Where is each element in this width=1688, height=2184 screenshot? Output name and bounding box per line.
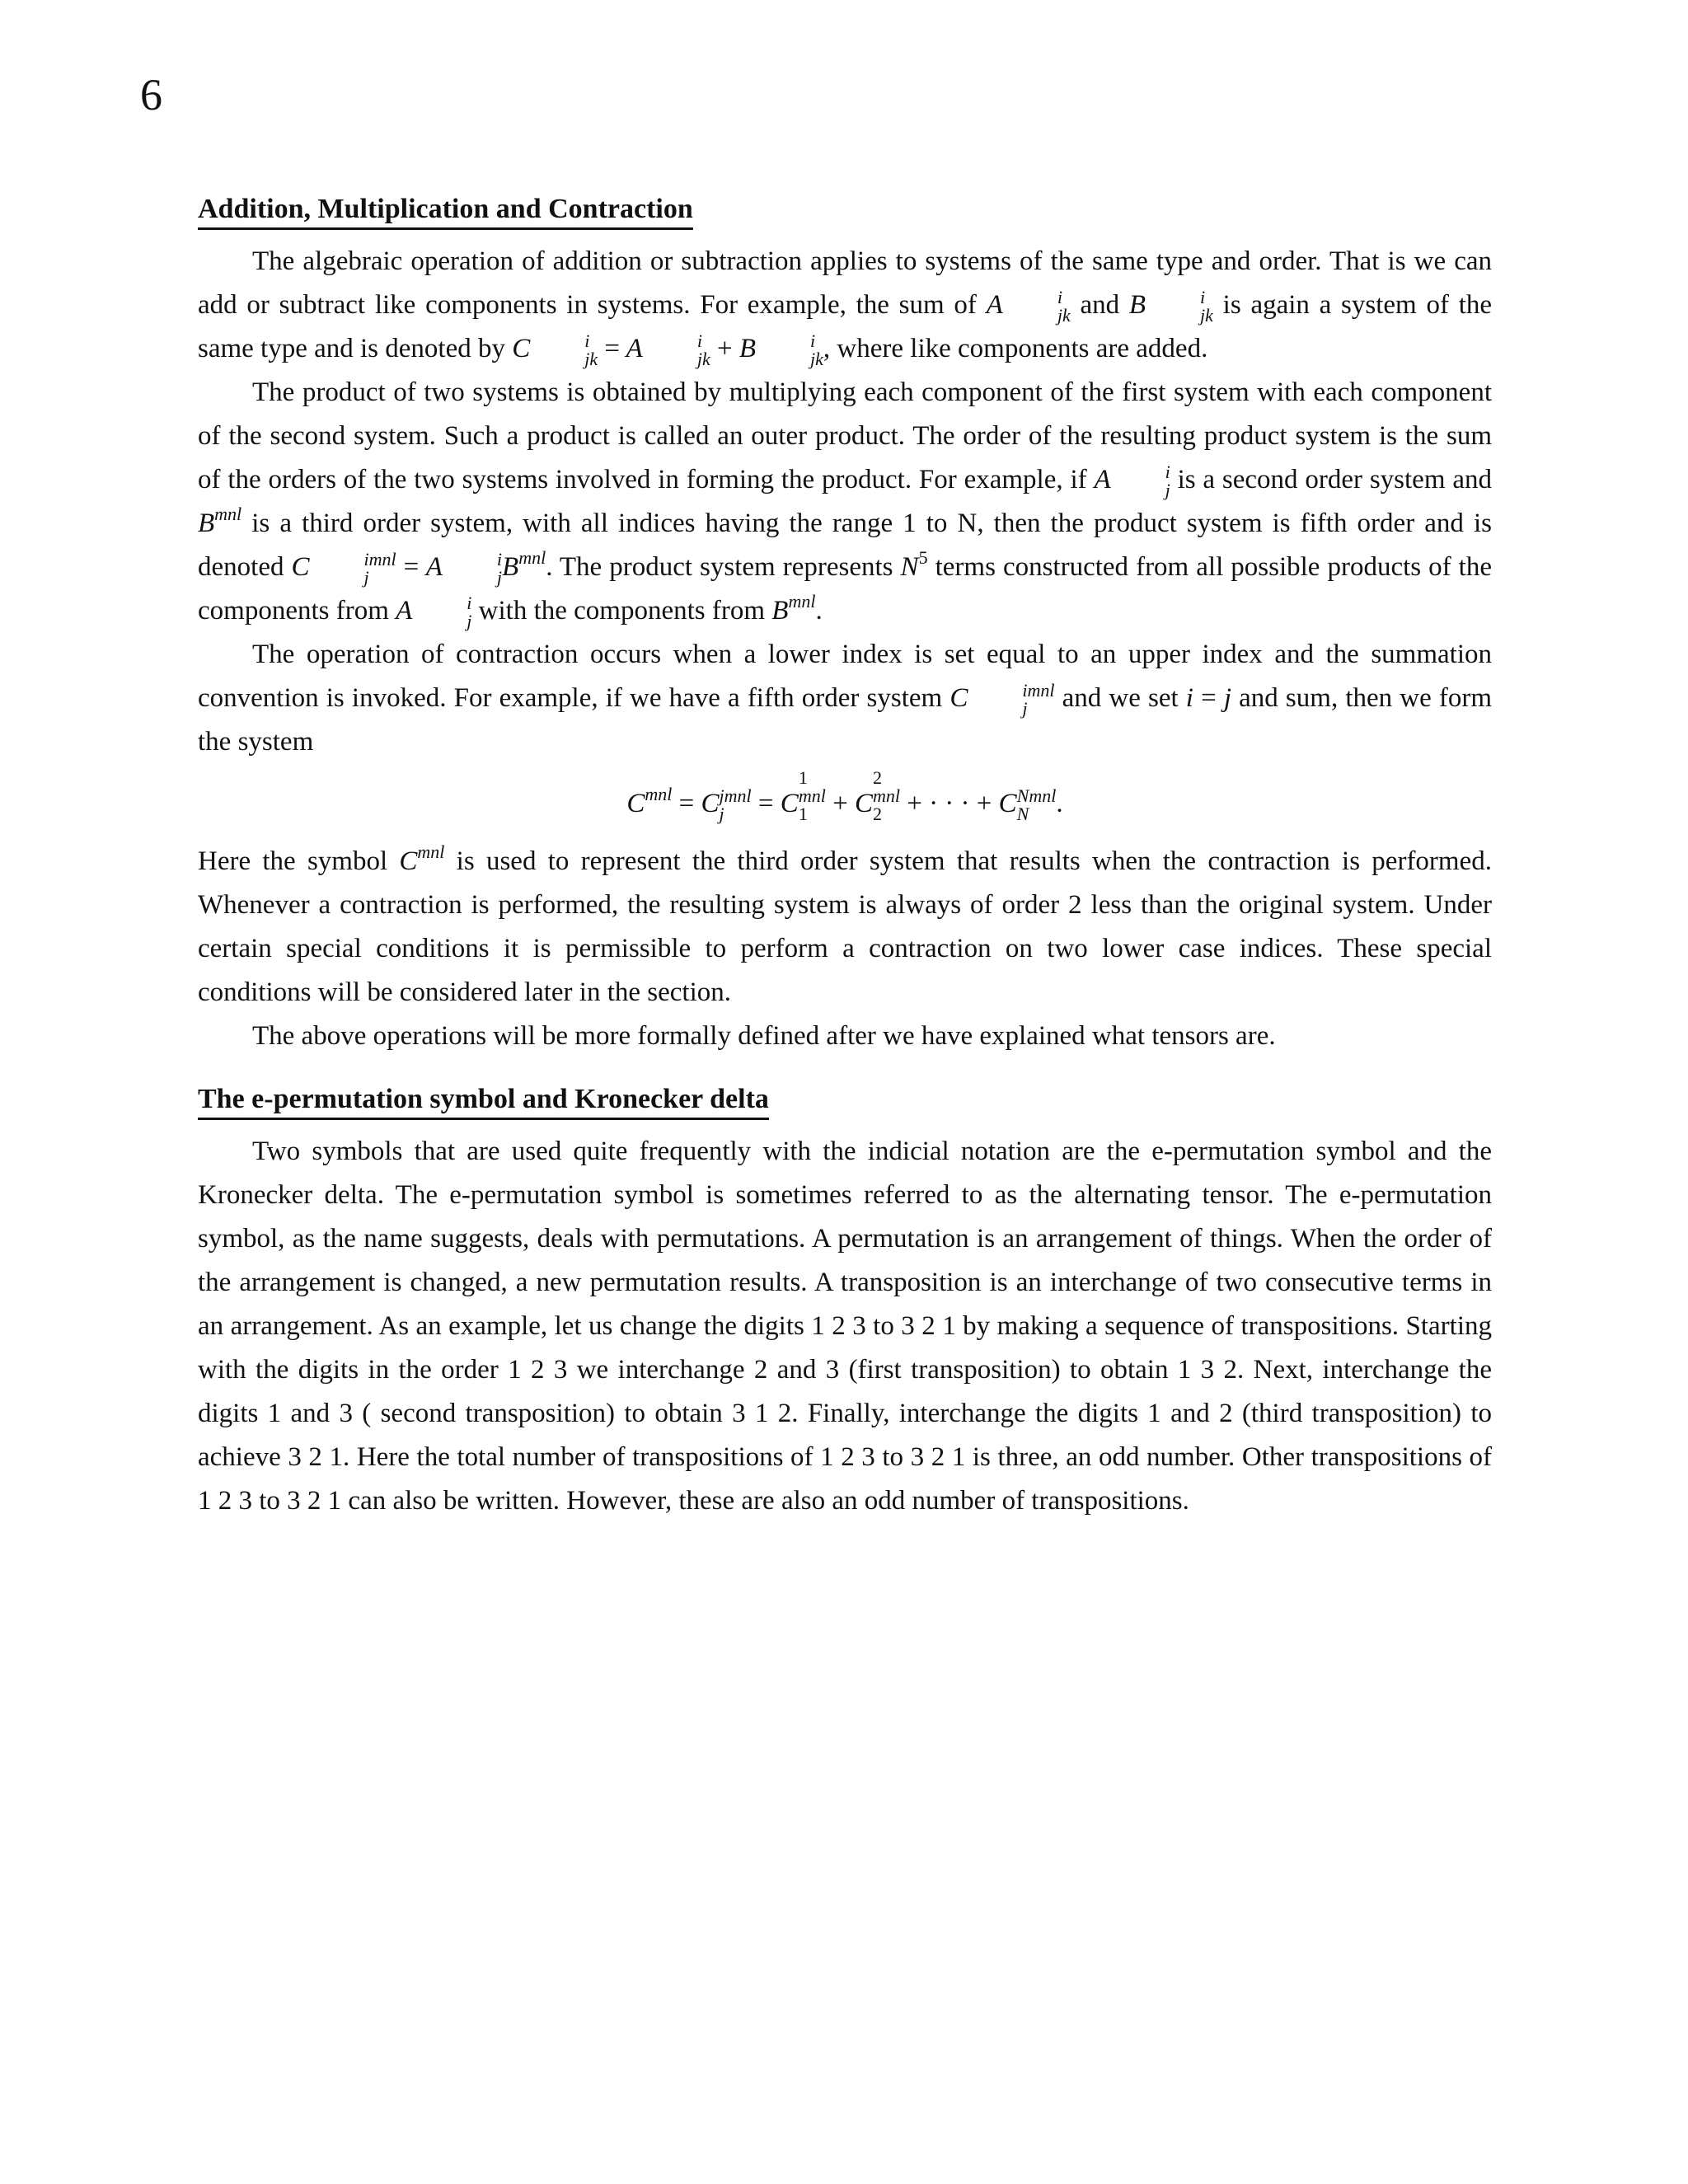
- math-C-imnl-j: C imnl j: [950, 680, 1055, 719]
- page-content: [198, 188, 1492, 1523]
- paragraph-permutation: Two symbols that are used quite frequently with the indicial notation are the e-permutation symbol and the Kronecker delta. The e-permutation symbol is sometimes referred to as the alternating tensor. The e-permutation symbol, as the name suggests, deals with permutations. A permutation is an arrangement of things. When the order of the arrangement is changed, a new permutation results. A transposition is an interchange of two consecutive terms in an arrangement. As an example, let us change the digits 1 2 3 to 3 2 1 by making a sequence of transpositions. Starting with the digits in the order 1 2 3 we interchange 2 and 3 (first transposition) to obtain 1 3 2. Next, interchange the digits 1 and 3 ( second transposition) to obtain 3 1 2. Finally, interchange the digits 1 and 2 (third transposition) to achieve 3 2 1. Here the total number of transpositions of 1 2 3 to 3 2 1 is three, an odd number. Other transpositions of 1 2 3 to 3 2 1 can also be written. However, these are also an odd number of transpositions.: [198, 1137, 1492, 1516]
- paragraph-outer-product: The product of two systems is obtained by multiplying each component of the first system with each component of the second system. Such a product is called an outer product. The order of the resulting product system is the sum of the orders of the two systems involved in forming the product. For example, if A i j is a second order system and $B^{mnl}$ is a third order system, with all indices having the range 1 to N, then the product system is fifth order and is denoted C imnl j = A i j $B^{mnl}$. The product system represents $N^5$ terms constructed from all possible products of the components from A i j with the components from $B^{mnl}$.: [198, 377, 1492, 631]
- math-A-i-j: A i j: [1094, 462, 1170, 500]
- math-product-equation: C imnl j = A i j $B^{mnl}$: [291, 547, 546, 588]
- section-heading-addition: Addition, Multiplication and Contraction: [198, 193, 693, 230]
- paragraph-contraction: The operation of contraction occurs when a lower index is set equal to an upper index and the summation convention is invoked. For example, if we have a fifth order system C imnl j and we set i = j and sum, then we form the system: [198, 640, 1493, 757]
- paragraph-formal-definition: The above operations will be more formally defined after we have explained what tensors are.: [252, 1021, 1276, 1051]
- math-B-i-jk: B i jk: [1128, 287, 1213, 326]
- math-A-i-j-2: A i j: [396, 593, 472, 631]
- display-equation-contraction: $C^{mnl} = C$ jmnl j = C 1 mnl 1 + C 2 mnl 2 + · · · + C Nmnl N .: [626, 767, 1063, 824]
- math-i-equals-j: i = j: [1185, 683, 1232, 713]
- paragraph-addition: The algebraic operation of addition or subtraction applies to systems of the same type and order. That is we can add or subtract like components in systems. For example, the sum of A i jk and B i jk is again a system of the same type and is denoted by C i jk = A i jk + B i jk , where like components are added.: [198, 246, 1493, 369]
- math-B-mnl-2: $B^{mnl}$: [771, 591, 816, 626]
- math-C-mnl: $C^{mnl}$: [399, 841, 445, 876]
- paragraph-contraction-result: Here the symbol $C^{mnl}$ is used to represent the third order system that results when the contraction is performed. Whenever a contraction is performed, the resulting system is always of order 2 less than the original system. Under certain special conditions it is permissible to perform a contraction on two lower case indices. These special conditions will be considered later in the section.: [198, 841, 1492, 1007]
- math-N-5: $N^5$: [900, 547, 928, 582]
- math-sum-equation: C i jk = A i jk + B i jk: [512, 330, 823, 369]
- section-heading-permutation: The e-permutation symbol and Kronecker delta: [198, 1083, 769, 1120]
- page-number: 6: [140, 70, 162, 120]
- math-A-i-jk: A i jk: [986, 287, 1071, 326]
- math-B-mnl: $B^{mnl}$: [198, 504, 242, 538]
